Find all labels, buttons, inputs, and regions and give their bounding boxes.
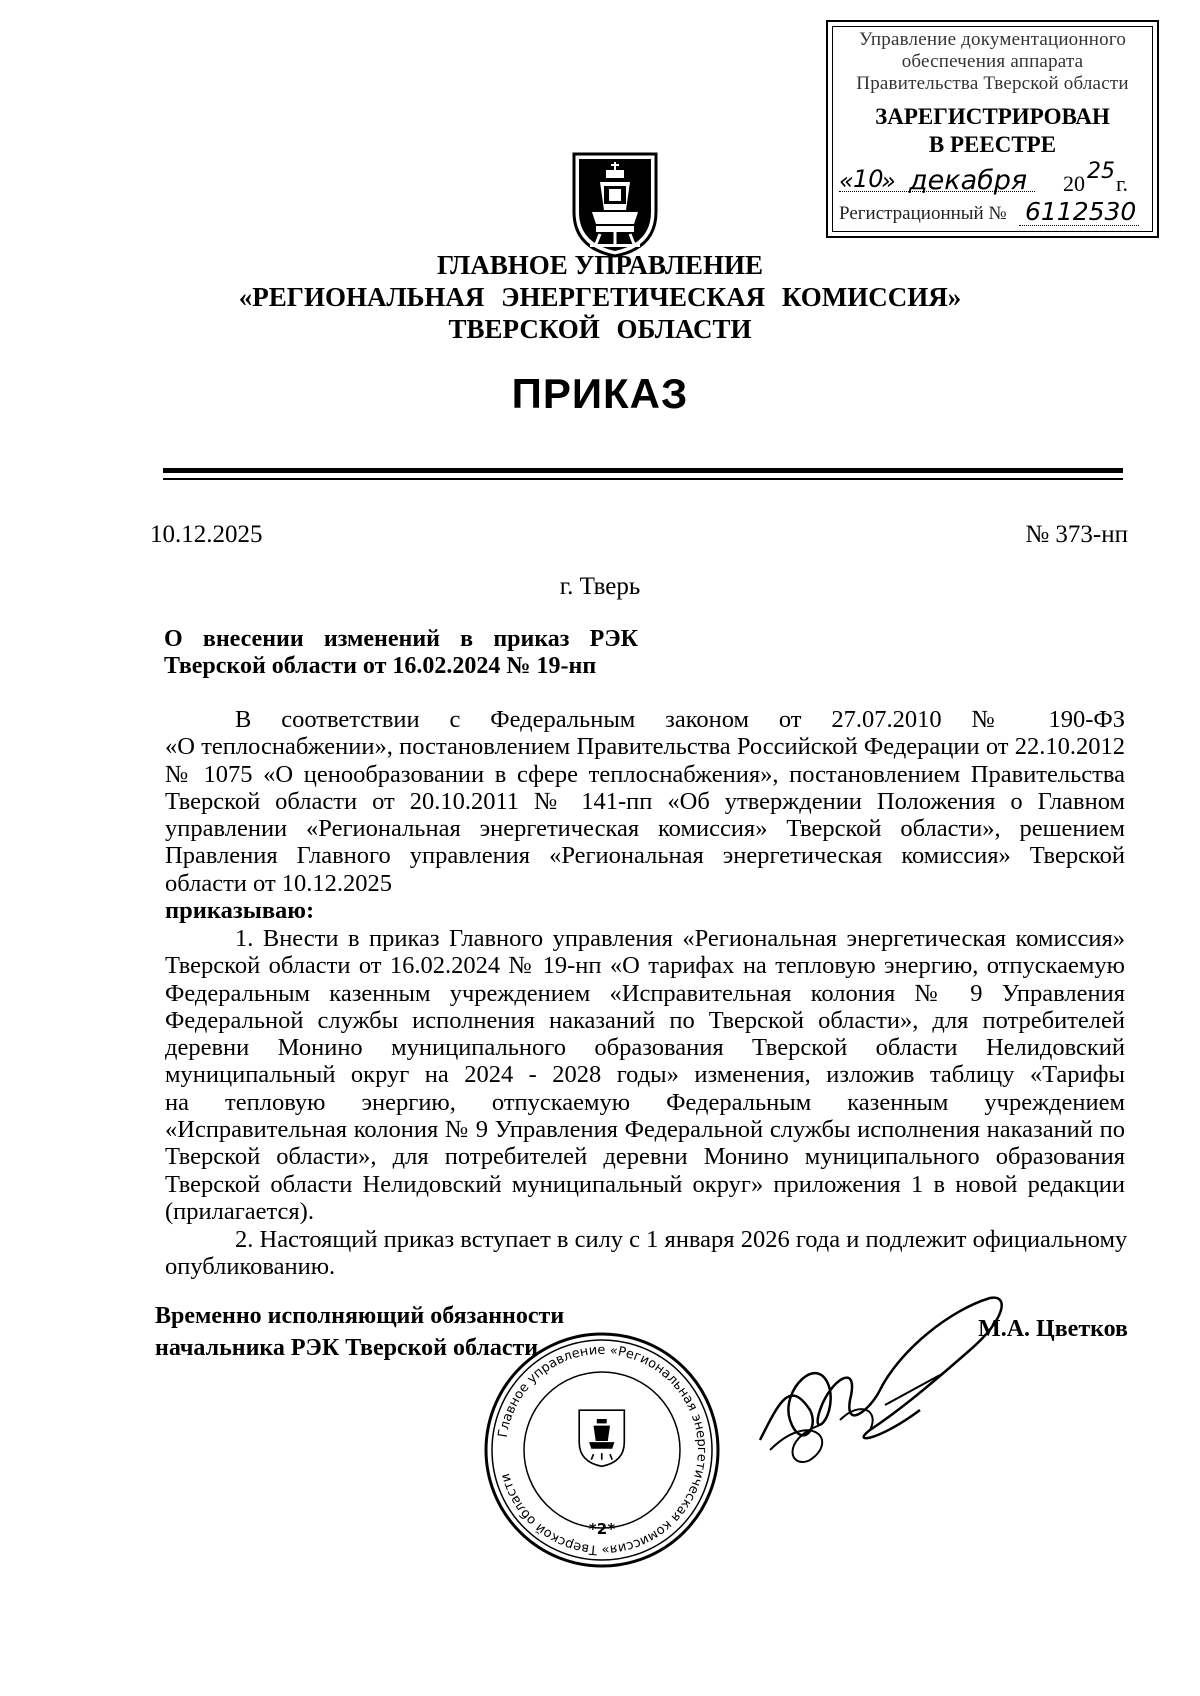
stamp-registered-line: ЗАРЕГИСТРИРОВАН	[875, 104, 1110, 129]
text-line: Тверской области Нелидовский муниципальный округ» приложения 1 в новой редакции	[165, 1170, 1125, 1198]
text-line: 2. Настоящий приказ вступает в силу с 1 января 2026 года и подлежит официальному	[235, 1226, 1128, 1253]
stamp-reg-number-line	[839, 199, 1154, 229]
subject-line: О внесении изменений в приказ РЭК	[164, 626, 638, 652]
text-line: Федеральным казенным учреждением «Исправительная колония № 9 Управления	[165, 979, 1125, 1007]
issuer-name-line: ТВЕРСКОЙ ОБЛАСТИ	[448, 314, 752, 344]
text-line: Федеральной службы исполнения наказаний по Тверской области», для потребителей	[165, 1006, 1125, 1034]
stamp-year-suffix: 25	[1087, 159, 1115, 184]
stamp-office-line: обеспечения аппарата	[901, 51, 1084, 72]
subject-line: Тверской области от 16.02.2024 № 19-нп	[164, 653, 597, 679]
signatory-name: М.А. Цветков	[978, 1316, 1128, 1342]
text-line: (прилагается).	[165, 1197, 314, 1225]
preamble-paragraph	[165, 706, 1125, 924]
stamp-office-line: Управление документационного	[858, 29, 1127, 50]
seal-ring-text: Главное управление «Региональная энергетическая комиссия» Тверской области	[495, 1342, 710, 1558]
order-word: приказываю:	[165, 897, 315, 925]
stamp-date-month: декабря	[909, 165, 1028, 196]
text-line: муниципальный округ на 2024 - 2028 годы» изменения, изложив таблицу «Тарифы	[165, 1061, 1125, 1089]
document-city: г. Тверь	[559, 573, 641, 600]
seal-bottom-text: *2*	[588, 1520, 616, 1538]
stamp-year-prefix: 20	[1063, 171, 1085, 196]
coat-of-arms-emblem	[570, 150, 660, 260]
text-line: 1. Внести в приказ Главного управления «Региональная энергетическая комиссия»	[235, 925, 1125, 952]
clause-2-paragraph	[165, 1226, 1128, 1281]
stamp-year-mark: г.	[1116, 171, 1129, 196]
text-line: деревни Монино муниципального образования Тверской области Нелидовский	[165, 1034, 1125, 1062]
stamp-office-line: Правительства Тверской области	[856, 73, 1129, 94]
stamp-date-day: 10	[853, 165, 884, 193]
header-rule-thick	[163, 468, 1123, 473]
registration-stamp	[826, 20, 1159, 238]
text-line: № 1075 «О ценообразовании в сфере теплоснабжения», постановлением Правительства	[165, 760, 1125, 788]
text-line: Тверской области от 16.02.2024 № 19-нп «О тарифах на тепловую энергию, отпускаемую	[165, 952, 1125, 980]
document-date: 10.12.2025	[150, 521, 263, 548]
signatory-position-line: Временно исполняющий обязанности	[155, 1303, 565, 1329]
clause-1-paragraph	[165, 925, 1125, 1225]
text-line: Тверской области», для потребителей деревни Монино муниципального образования	[165, 1143, 1125, 1171]
document-number: № 373-нп	[1025, 521, 1128, 548]
document-title: ПРИКАЗ	[511, 370, 689, 417]
text-line: Правления Главного управления «Региональная энергетическая комиссия» Тверской	[165, 842, 1125, 870]
issuer-name-line: «РЕГИОНАЛЬНАЯ ЭНЕРГЕТИЧЕСКАЯ КОМИССИЯ»	[238, 282, 962, 312]
text-line: «О теплоснабжении», постановлением Правительства Российской Федерации от 22.10.2012	[165, 733, 1125, 761]
text-line: управлении «Региональная энергетическая комиссия» Тверской области», решением	[165, 815, 1125, 843]
stamp-registered-line: В РЕЕСТРЕ	[928, 132, 1057, 157]
stamp-reg-number: 6112530	[1025, 197, 1137, 226]
official-seal	[482, 1330, 722, 1570]
signatory-position	[155, 1300, 564, 1364]
document-subject	[164, 626, 638, 680]
text-line: Тверской области от 20.10.2011 № 141-пп «Об утверждении Положения о Главном	[165, 787, 1125, 815]
issuer-name-line: ГЛАВНОЕ УПРАВЛЕНИЕ	[437, 250, 763, 280]
text-line: В соответствии с Федеральным законом от 27.07.2010 № 190-ФЗ	[235, 706, 1125, 733]
stamp-reg-number-label: Регистрационный №	[839, 203, 1007, 224]
signatory-position-line: начальника РЭК Тверской области	[155, 1335, 539, 1361]
header-rule-thin	[163, 478, 1123, 480]
text-line: на тепловую энергию, отпускаемую Федеральным казенным учреждением	[165, 1088, 1125, 1116]
stamp-date-line: « 10 » декабря 20 25 г.	[839, 159, 1129, 196]
text-line: опубликованию.	[165, 1253, 336, 1281]
text-line: «Исправительная колония № 9 Управления Федеральной службы исполнения наказаний по	[165, 1116, 1125, 1144]
text-line: области от 10.12.2025	[165, 869, 393, 897]
